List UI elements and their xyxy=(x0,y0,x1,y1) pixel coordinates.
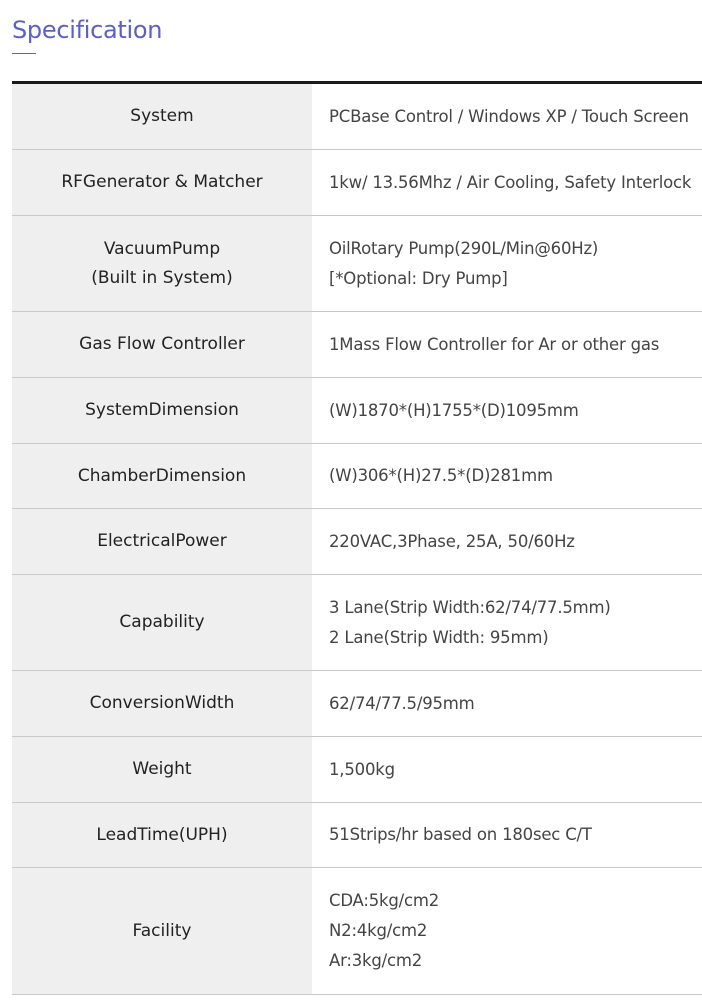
spec-value-line: 51Strips/hr based on 180sec C/T xyxy=(329,825,592,844)
spec-value-line: 62/74/77.5/95mm xyxy=(329,693,475,713)
table-row xyxy=(12,83,702,150)
table-row xyxy=(12,150,702,216)
table-row xyxy=(12,509,702,575)
spec-label-line: ElectricalPower xyxy=(97,531,227,551)
table-row xyxy=(12,868,702,995)
spec-label-line: Weight xyxy=(132,759,192,779)
spec-label xyxy=(12,378,312,444)
table-row xyxy=(12,216,702,312)
spec-value xyxy=(312,444,702,509)
spec-label xyxy=(12,312,312,378)
spec-value xyxy=(312,509,702,575)
spec-value xyxy=(312,737,702,803)
spec-value xyxy=(312,216,702,312)
spec-value-line: 1,500kg xyxy=(329,759,395,779)
spec-value xyxy=(312,803,702,868)
table-row xyxy=(12,737,702,803)
table-row xyxy=(12,575,702,671)
spec-label xyxy=(12,444,312,509)
spec-value xyxy=(312,868,702,995)
spec-value xyxy=(312,312,702,378)
title-underline xyxy=(12,53,36,54)
spec-label xyxy=(12,803,312,868)
spec-label-line: ConversionWidth xyxy=(89,693,235,713)
specification-table xyxy=(12,81,702,995)
spec-label-line: Capability xyxy=(119,612,205,632)
table-row xyxy=(12,312,702,378)
table-row xyxy=(12,378,702,444)
spec-value-line: CDA:5kg/cm2 xyxy=(329,891,440,910)
spec-label xyxy=(12,83,312,150)
spec-label-line: System xyxy=(130,106,194,126)
spec-label xyxy=(12,150,312,216)
spec-label xyxy=(12,868,312,995)
spec-label-line: ChamberDimension xyxy=(77,465,247,486)
spec-value-line: PCBase Control / Windows XP / Touch Screen xyxy=(329,106,689,126)
spec-label-line: VacuumPump xyxy=(103,238,221,259)
spec-value xyxy=(312,150,702,216)
spec-label xyxy=(12,671,312,737)
spec-value-line: N2:4kg/cm2 xyxy=(329,921,428,940)
spec-label xyxy=(12,509,312,575)
spec-value-line: [*Optional: Dry Pump] xyxy=(329,268,508,288)
spec-value-line: OilRotary Pump(290L/Min@60Hz) xyxy=(329,238,599,258)
spec-value-line: 2 Lane(Strip Width: 95mm) xyxy=(329,627,549,647)
spec-label-line: Gas Flow Controller xyxy=(79,334,245,354)
spec-label xyxy=(12,737,312,803)
spec-label-line: (Built in System) xyxy=(91,267,233,288)
spec-value xyxy=(312,378,702,444)
table-row xyxy=(12,803,702,868)
spec-label-line: SystemDimension xyxy=(85,400,239,420)
spec-label xyxy=(12,216,312,312)
spec-value xyxy=(312,671,702,737)
spec-value-line: (W)306*(H)27.5*(D)281mm xyxy=(329,466,553,485)
spec-label xyxy=(12,575,312,671)
table-row xyxy=(12,444,702,509)
spec-value-line: (W)1870*(H)1755*(D)1095mm xyxy=(329,400,579,420)
spec-value-line: Ar:3kg/cm2 xyxy=(329,951,423,970)
spec-value-line: 3 Lane(Strip Width:62/74/77.5mm) xyxy=(329,597,611,617)
spec-value xyxy=(312,575,702,671)
spec-value xyxy=(312,83,702,150)
spec-label-line: LeadTime(UPH) xyxy=(96,824,228,845)
spec-value-line: 220VAC,3Phase, 25A, 50/60Hz xyxy=(329,531,575,551)
spec-label-line: Facility xyxy=(132,920,192,941)
spec-label-line: RFGenerator & Matcher xyxy=(61,172,263,192)
table-row xyxy=(12,671,702,737)
spec-value-line: 1Mass Flow Controller for Ar or other gas xyxy=(329,334,660,354)
spec-value-line: 1kw/ 13.56Mhz / Air Cooling, Safety Interlock xyxy=(329,172,692,192)
page-title: Specification xyxy=(12,16,163,44)
